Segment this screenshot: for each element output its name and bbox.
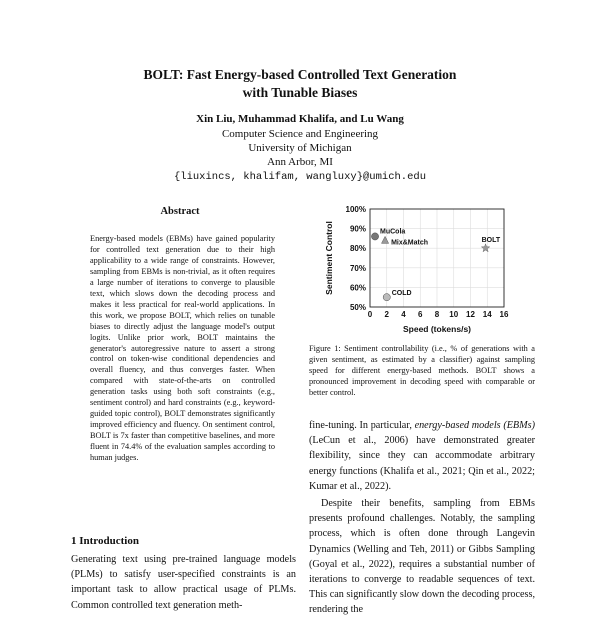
y-tick-label: 100% (345, 205, 366, 214)
title-line-1: BOLT: Fast Energy-based Controlled Text Generation (143, 67, 457, 82)
y-tick-label: 80% (349, 244, 366, 254)
paper-title (0, 66, 600, 102)
introduction-text: Generating text using pre-trained language models (PLMs) to satisfy user-specified constraints is an important task to allow practical usage of PLMs. Common controlled text generation meth- (71, 554, 296, 611)
x-tick-label: 2 (384, 310, 389, 319)
x-tick-label: 16 (499, 310, 509, 319)
mix-match-point (381, 236, 388, 243)
affiliation-university: University of Michigan (248, 142, 352, 154)
y-axis-label: Sentiment Control (324, 221, 334, 295)
bolt-point (481, 244, 489, 252)
x-tick-label: 8 (434, 310, 440, 319)
y-tick-label: 90% (349, 224, 366, 234)
x-tick-label: 14 (482, 310, 492, 319)
cold-point (383, 294, 390, 301)
paragraph-1-start: fine-tuning. In particular, (309, 420, 415, 431)
bolt-data-label: BOLT (481, 237, 501, 245)
x-tick-label: 0 (367, 310, 373, 319)
paragraph-1-end: (LeCun et al., 2006) have demonstrated greater flexibility, since they can accommodate arbitrary energy functions (Khalifa et al., 2021; Qin et al., 2022; Kumar et al., 2022). (309, 435, 535, 492)
authors: Xin Liu, Muhammad Khalifa, and Lu Wang (196, 113, 404, 125)
cold-data-label: COLD (391, 290, 412, 298)
figure-1-chart (318, 198, 518, 343)
x-tick-label: 6 (418, 310, 423, 319)
introduction-heading: 1 Introduction (71, 535, 139, 547)
affiliation-location: Ann Arbor, MI (267, 156, 333, 168)
y-tick-label: 70% (349, 263, 366, 273)
right-column-text (309, 418, 535, 620)
x-tick-label: 12 (466, 310, 475, 319)
affiliation-department: Computer Science and Engineering (221, 128, 379, 140)
x-tick-label: 4 (401, 310, 406, 319)
y-tick-label: 60% (349, 283, 366, 293)
right-paragraph-2: Despite their benefits, sampling from EBMs presents profound challenges. Notably, the sampling process, which is often done through Langevin Dynamics (Welling and Teh, 2011) or Gibbs Sampling (Goyal et al., 2022), requires a substantial number of iterations to converge to readable sequences of text. This can significantly slow down the decoding process, rendering the (309, 498, 535, 616)
x-axis-label: Speed (tokens/s) (402, 324, 472, 334)
ebm-term: energy-based models (EBMs) (414, 420, 535, 431)
author-emails: {liuxincs, khalifam, wangluxy}@umich.edu (173, 171, 427, 183)
mucola-data-label: MuCola (380, 228, 406, 236)
right-paragraph-1 (309, 418, 535, 494)
mucola-point (371, 233, 378, 240)
x-tick-label: 10 (449, 310, 459, 319)
title-line-2: with Tunable Biases (242, 85, 358, 100)
mix-match-data-label: Mix&Match (391, 239, 429, 247)
figure-1-caption: Figure 1: Sentiment controllability (i.e., % of generations with a given sentiment, as estimated by a classifier) against sampling speed for different energy-based methods. BOLT shows a pronounced improvement in decoding speed with comparable or better control. (309, 344, 535, 397)
abstract-text: Energy-based models (EBMs) have gained popularity for controlled text generation due to their high applicability to a wide range of constraints. However, sampling from EBMs is non-trivial, as it often requires a large number of iterations to converge to plausible text, which slows down the decoding process and makes it less practical for real-world applications. In this work, we propose BOLT, which relies on tunable biases to directly adjust the language model's output logits. Unlike prior work, BOLT maintains the generator's autoregressive nature to assert a strong control on token-wise conditional dependencies and overall fluency, and thus converges faster. When compared with state-of-the-arts on controlled generation tasks using both soft constraints (e.g., sentiment control) and hard constraints (e.g., keyword-guided topic control), BOLT demonstrates significantly improved efficiency and fluency. On sentiment control, BOLT is 7x faster than competitive baselines, and more fluent in 74.4% of the evaluation samples according to human judges. (90, 234, 275, 463)
y-tick-label: 50% (349, 303, 366, 312)
abstract-heading: Abstract (160, 206, 200, 217)
